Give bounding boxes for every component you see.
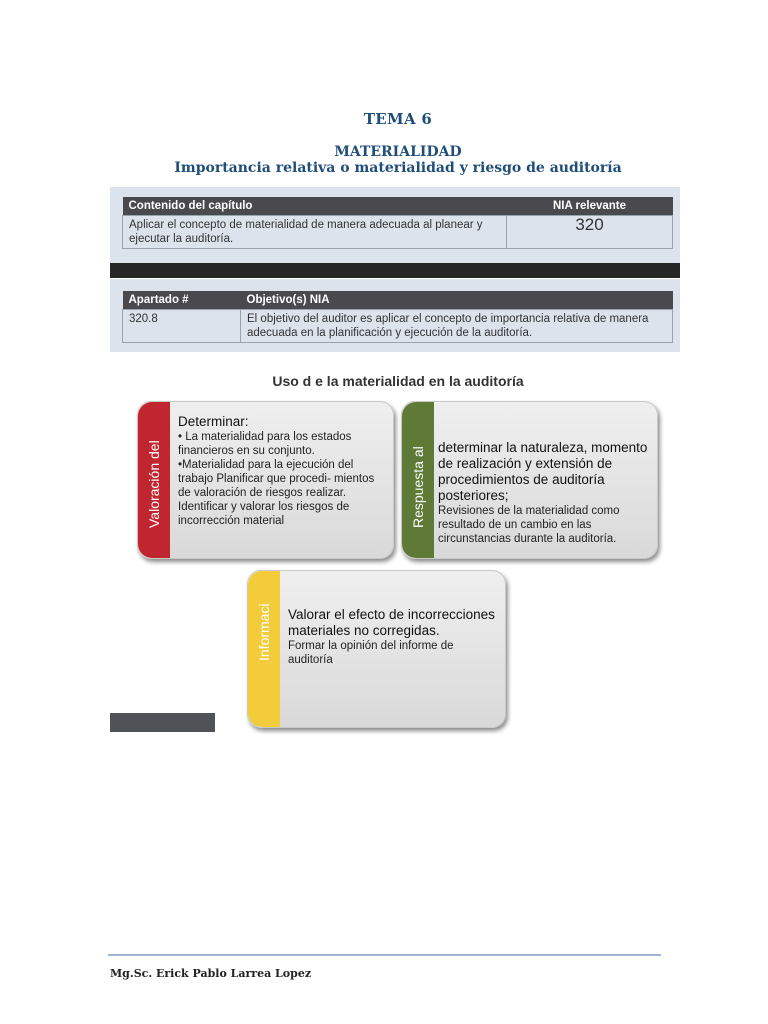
valoracion-tab-label: Valoración del: [146, 440, 162, 528]
respuesta-card: [401, 401, 658, 559]
informacion-heading: Valorar el efecto de incorrecciones materiales no corregidas.: [288, 607, 495, 638]
contents-panel: [110, 187, 680, 263]
objectives-table: [122, 291, 673, 343]
table-row: [123, 310, 673, 343]
chapter-subtitle: Importancia relativa o materialidad y riesgo de auditoría: [174, 160, 622, 176]
chapter-title: MATERIALIDAD: [334, 144, 462, 160]
nia-column-header: NIA relevante: [507, 197, 673, 216]
informacion-tab-label: Informaci: [256, 603, 272, 661]
contents-cell: Aplicar el concepto de materialidad de manera adecuada al planear y ejecutar la auditoría.: [123, 216, 507, 249]
section-cell: 320.8: [123, 310, 241, 343]
valoracion-bullet-1: • La materialidad para los estados financieros en su conjunto.: [178, 431, 352, 457]
respuesta-text: Revisiones de la materialidad como resultado de un cambio en las circunstancias durante la auditoría.: [438, 505, 620, 545]
objective-cell: El objetivo del auditor es aplicar el concepto de importancia relativa de manera adecuada en la planificación y ejecución de la auditoría.: [241, 310, 673, 343]
respuesta-tab-label: Respuesta al: [410, 446, 426, 528]
section-column-header: Apartado #: [123, 291, 241, 310]
respuesta-heading: determinar la naturaleza, momento de realización y extensión de procedimientos de auditoría posteriores;: [438, 440, 648, 503]
objectives-panel: [110, 279, 680, 352]
chapter-number: TEMA 6: [363, 110, 433, 128]
table-row: [123, 216, 673, 249]
informacion-tab: [248, 571, 280, 727]
respuesta-tab: [402, 402, 434, 558]
objective-column-header: Objetivo(s) NIA: [241, 291, 673, 310]
diagram-title: Uso d e la materialidad en la auditoría: [272, 373, 524, 389]
contents-table: [122, 197, 673, 249]
informacion-text: Formar la opinión del informe de auditoría: [288, 640, 454, 666]
valoracion-bullet-2: •Materialidad para la ejecución del trabajo Planificar que procedi- mientos de valoración de riesgos realizar. Identificar y valorar los riesgos de incorrección material: [178, 459, 375, 527]
valoracion-card: [137, 401, 394, 559]
divider-bar: [110, 263, 680, 278]
valoracion-heading: Determinar:: [178, 414, 249, 429]
decorative-gray-box: [110, 713, 215, 732]
footer-divider: [108, 954, 661, 956]
author-name: Mg.Sc. Erick Pablo Larrea Lopez: [110, 967, 312, 980]
informacion-card: [247, 570, 506, 728]
nia-cell: 320: [507, 216, 673, 249]
contents-column-header: Contenido del capítulo: [123, 197, 507, 216]
valoracion-tab: [138, 402, 170, 558]
